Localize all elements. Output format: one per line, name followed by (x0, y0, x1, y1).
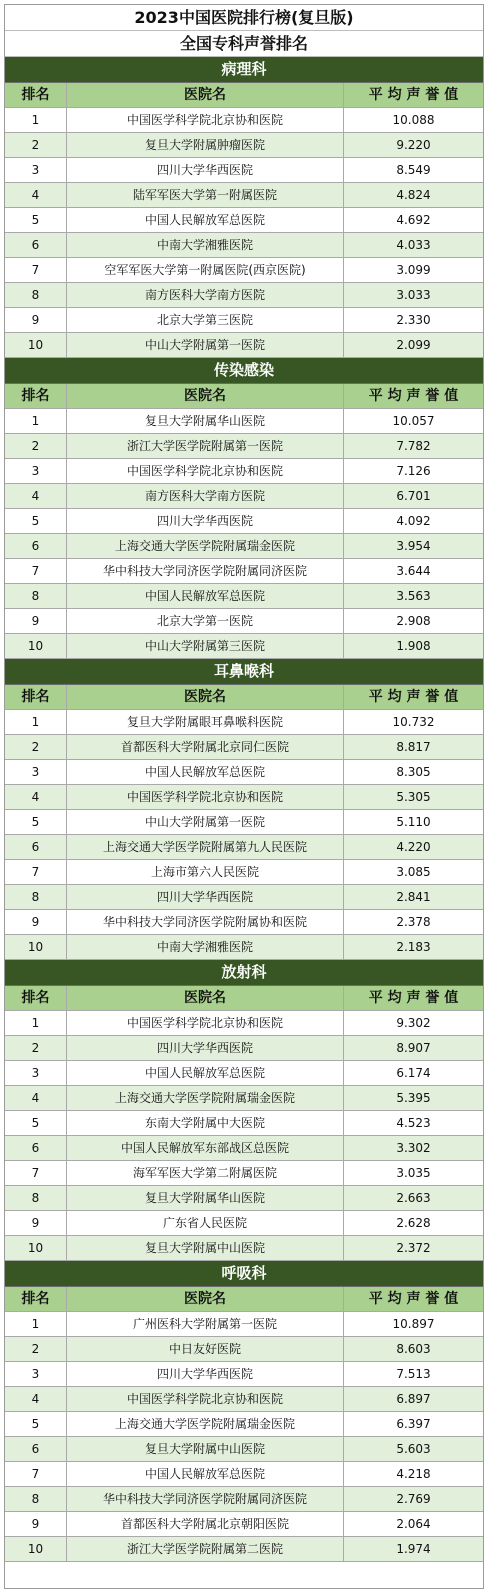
column-header-score: 平 均 声 誉 值 (368, 689, 459, 705)
column-header-score: 平 均 声 誉 值 (368, 990, 459, 1006)
main-title: 2023中国医院排行榜(复旦版) (5, 4, 483, 31)
score-cell: 3.302 (396, 1141, 431, 1155)
hospital-cell: 上海交通大学医学院附属瑞金医院 (67, 534, 344, 558)
score-cell: 2.372 (396, 1241, 431, 1255)
score-cell: 10.088 (392, 113, 435, 127)
score-cell: 4.092 (396, 514, 431, 528)
ranking-sheet (4, 4, 484, 1589)
table-row (5, 133, 483, 158)
column-header-rank: 排名 (5, 83, 67, 107)
score-cell: 3.099 (396, 263, 431, 277)
column-header-hospital: 医院名 (67, 384, 344, 408)
score-cell: 2.841 (396, 890, 431, 904)
section-title: 呼吸科 (5, 1261, 483, 1287)
table-row (5, 484, 483, 509)
hospital-cell: 中山大学附属第一医院 (67, 333, 344, 357)
rank-cell: 3 (5, 1061, 67, 1085)
rank-cell: 10 (5, 1236, 67, 1260)
table-row (5, 308, 483, 333)
hospital-cell: 中国医学科学院北京协和医院 (67, 1387, 344, 1411)
score-cell: 4.824 (396, 188, 431, 202)
hospital-cell: 中日友好医院 (67, 1337, 344, 1361)
hospital-cell: 华中科技大学同济医学院附属同济医院 (67, 1487, 344, 1511)
column-header-rank: 排名 (5, 384, 67, 408)
table-row (5, 1111, 483, 1136)
table-row (5, 183, 483, 208)
table-row (5, 1186, 483, 1211)
hospital-cell: 东南大学附属中大医院 (67, 1111, 344, 1135)
table-row (5, 785, 483, 810)
rank-cell: 1 (5, 1312, 67, 1336)
score-cell: 9.302 (396, 1016, 431, 1030)
hospital-cell: 中国人民解放军总医院 (67, 1061, 344, 1085)
rank-cell: 9 (5, 609, 67, 633)
table-row (5, 935, 483, 960)
table-row (5, 810, 483, 835)
column-header-row (5, 384, 483, 409)
table-row (5, 1462, 483, 1487)
table-row (5, 634, 483, 659)
score-cell: 5.603 (396, 1442, 431, 1456)
rank-cell: 4 (5, 1086, 67, 1110)
hospital-cell: 中国人民解放军总医院 (67, 208, 344, 232)
hospital-cell: 陆军军医大学第一附属医院 (67, 183, 344, 207)
column-header-score: 平 均 声 誉 值 (368, 87, 459, 103)
rank-cell: 7 (5, 860, 67, 884)
score-cell: 4.218 (396, 1467, 431, 1481)
hospital-cell: 浙江大学医学院附属第二医院 (67, 1537, 344, 1561)
table-row (5, 333, 483, 358)
rank-cell: 2 (5, 434, 67, 458)
score-cell: 2.769 (396, 1492, 431, 1506)
hospital-cell: 浙江大学医学院附属第一医院 (67, 434, 344, 458)
column-header-row (5, 1287, 483, 1312)
table-row (5, 1312, 483, 1337)
rank-cell: 8 (5, 1186, 67, 1210)
rank-cell: 10 (5, 333, 67, 357)
hospital-cell: 上海交通大学医学院附属瑞金医院 (67, 1086, 344, 1110)
table-row (5, 584, 483, 609)
hospital-cell: 复旦大学附属华山医院 (67, 409, 344, 433)
hospital-cell: 上海市第六人民医院 (67, 860, 344, 884)
column-header-hospital: 医院名 (67, 986, 344, 1010)
column-header-hospital: 医院名 (67, 685, 344, 709)
hospital-cell: 四川大学华西医院 (67, 509, 344, 533)
rank-cell: 9 (5, 1211, 67, 1235)
score-cell: 5.110 (396, 815, 431, 829)
table-row (5, 1136, 483, 1161)
section-title: 放射科 (5, 960, 483, 986)
score-cell: 2.099 (396, 338, 431, 352)
table-row (5, 1236, 483, 1261)
score-cell: 10.732 (392, 715, 435, 729)
table-row (5, 459, 483, 484)
table-row (5, 1011, 483, 1036)
score-cell: 4.220 (396, 840, 431, 854)
hospital-cell: 中国医学科学院北京协和医院 (67, 1011, 344, 1035)
rank-cell: 2 (5, 1036, 67, 1060)
rank-cell: 10 (5, 935, 67, 959)
table-row (5, 208, 483, 233)
table-row (5, 1412, 483, 1437)
table-row (5, 509, 483, 534)
table-row (5, 158, 483, 183)
table-row (5, 910, 483, 935)
score-cell: 8.603 (396, 1342, 431, 1356)
rank-cell: 3 (5, 459, 67, 483)
rank-cell: 2 (5, 133, 67, 157)
score-cell: 6.701 (396, 489, 431, 503)
hospital-cell: 四川大学华西医院 (67, 1036, 344, 1060)
rank-cell: 8 (5, 283, 67, 307)
score-cell: 2.628 (396, 1216, 431, 1230)
score-cell: 10.057 (392, 414, 435, 428)
column-header-score: 平 均 声 誉 值 (368, 1291, 459, 1307)
score-cell: 8.817 (396, 740, 431, 754)
hospital-cell: 南方医科大学南方医院 (67, 484, 344, 508)
hospital-cell: 中国医学科学院北京协和医院 (67, 459, 344, 483)
hospital-cell: 中国人民解放军总医院 (67, 1462, 344, 1486)
table-row (5, 108, 483, 133)
score-cell: 2.663 (396, 1191, 431, 1205)
table-row (5, 835, 483, 860)
table-row (5, 1337, 483, 1362)
table-row (5, 1487, 483, 1512)
table-row (5, 710, 483, 735)
rank-cell: 3 (5, 158, 67, 182)
rank-cell: 6 (5, 835, 67, 859)
table-row (5, 559, 483, 584)
column-header-score: 平 均 声 誉 值 (368, 388, 459, 404)
score-cell: 2.378 (396, 915, 431, 929)
score-cell: 3.644 (396, 564, 431, 578)
hospital-cell: 中国人民解放军东部战区总医院 (67, 1136, 344, 1160)
hospital-cell: 上海交通大学医学院附属瑞金医院 (67, 1412, 344, 1436)
hospital-cell: 复旦大学附属中山医院 (67, 1437, 344, 1461)
rank-cell: 4 (5, 1387, 67, 1411)
hospital-cell: 华中科技大学同济医学院附属协和医院 (67, 910, 344, 934)
score-cell: 2.330 (396, 313, 431, 327)
rank-cell: 6 (5, 534, 67, 558)
score-cell: 9.220 (396, 138, 431, 152)
rank-cell: 1 (5, 1011, 67, 1035)
table-row (5, 409, 483, 434)
table-row (5, 1512, 483, 1537)
score-cell: 2.064 (396, 1517, 431, 1531)
hospital-cell: 北京大学第一医院 (67, 609, 344, 633)
score-cell: 3.035 (396, 1166, 431, 1180)
hospital-cell: 中山大学附属第三医院 (67, 634, 344, 658)
score-cell: 10.897 (392, 1317, 435, 1331)
rank-cell: 7 (5, 1161, 67, 1185)
hospital-cell: 中国人民解放军总医院 (67, 584, 344, 608)
hospital-cell: 中国人民解放军总医院 (67, 760, 344, 784)
rank-cell: 8 (5, 885, 67, 909)
hospital-cell: 中南大学湘雅医院 (67, 233, 344, 257)
score-cell: 6.397 (396, 1417, 431, 1431)
table-row (5, 1387, 483, 1412)
hospital-cell: 上海交通大学医学院附属第九人民医院 (67, 835, 344, 859)
rank-cell: 5 (5, 1412, 67, 1436)
table-row (5, 860, 483, 885)
table-row (5, 609, 483, 634)
table-row (5, 1362, 483, 1387)
table-row (5, 885, 483, 910)
rank-cell: 4 (5, 183, 67, 207)
hospital-cell: 首都医科大学附属北京同仁医院 (67, 735, 344, 759)
hospital-cell: 复旦大学附属眼耳鼻喉科医院 (67, 710, 344, 734)
column-header-rank: 排名 (5, 685, 67, 709)
hospital-cell: 复旦大学附属中山医院 (67, 1236, 344, 1260)
rank-cell: 1 (5, 710, 67, 734)
hospital-cell: 海军军医大学第二附属医院 (67, 1161, 344, 1185)
rank-cell: 10 (5, 634, 67, 658)
column-header-row (5, 986, 483, 1011)
rank-cell: 5 (5, 208, 67, 232)
rank-cell: 1 (5, 108, 67, 132)
hospital-cell: 华中科技大学同济医学院附属同济医院 (67, 559, 344, 583)
table-row (5, 1537, 483, 1562)
hospital-cell: 复旦大学附属肿瘤医院 (67, 133, 344, 157)
score-cell: 8.907 (396, 1041, 431, 1055)
table-row (5, 233, 483, 258)
table-row (5, 534, 483, 559)
rank-cell: 10 (5, 1537, 67, 1561)
rank-cell: 5 (5, 509, 67, 533)
rank-cell: 1 (5, 409, 67, 433)
section-title: 病理科 (5, 57, 483, 83)
rank-cell: 8 (5, 584, 67, 608)
score-cell: 6.174 (396, 1066, 431, 1080)
table-row (5, 1437, 483, 1462)
score-cell: 7.513 (396, 1367, 431, 1381)
score-cell: 3.954 (396, 539, 431, 553)
table-row (5, 1061, 483, 1086)
column-header-row (5, 83, 483, 108)
hospital-cell: 四川大学华西医院 (67, 158, 344, 182)
score-cell: 6.897 (396, 1392, 431, 1406)
table-row (5, 1161, 483, 1186)
column-header-rank: 排名 (5, 986, 67, 1010)
hospital-cell: 首都医科大学附属北京朝阳医院 (67, 1512, 344, 1536)
table-row (5, 258, 483, 283)
hospital-cell: 复旦大学附属华山医院 (67, 1186, 344, 1210)
score-cell: 5.395 (396, 1091, 431, 1105)
rank-cell: 9 (5, 1512, 67, 1536)
hospital-cell: 广州医科大学附属第一医院 (67, 1312, 344, 1336)
rank-cell: 6 (5, 1437, 67, 1461)
table-row (5, 1036, 483, 1061)
table-row (5, 760, 483, 785)
rank-cell: 8 (5, 1487, 67, 1511)
hospital-cell: 中山大学附属第一医院 (67, 810, 344, 834)
column-header-rank: 排名 (5, 1287, 67, 1311)
score-cell: 4.523 (396, 1116, 431, 1130)
rank-cell: 3 (5, 1362, 67, 1386)
table-row (5, 735, 483, 760)
score-cell: 1.974 (396, 1542, 431, 1556)
score-cell: 4.033 (396, 238, 431, 252)
rank-cell: 3 (5, 760, 67, 784)
score-cell: 5.305 (396, 790, 431, 804)
score-cell: 1.908 (396, 639, 431, 653)
rank-cell: 5 (5, 1111, 67, 1135)
score-cell: 7.782 (396, 439, 431, 453)
score-cell: 8.549 (396, 163, 431, 177)
hospital-cell: 北京大学第三医院 (67, 308, 344, 332)
hospital-cell: 中国医学科学院北京协和医院 (67, 108, 344, 132)
rank-cell: 2 (5, 1337, 67, 1361)
rank-cell: 4 (5, 484, 67, 508)
rank-cell: 7 (5, 1462, 67, 1486)
rank-cell: 9 (5, 308, 67, 332)
section-title: 传染感染 (5, 358, 483, 384)
rank-cell: 2 (5, 735, 67, 759)
score-cell: 3.563 (396, 589, 431, 603)
rank-cell: 4 (5, 785, 67, 809)
sections-container (5, 57, 483, 1562)
rank-cell: 7 (5, 258, 67, 282)
table-row (5, 1086, 483, 1111)
hospital-cell: 四川大学华西医院 (67, 1362, 344, 1386)
score-cell: 7.126 (396, 464, 431, 478)
rank-cell: 6 (5, 1136, 67, 1160)
rank-cell: 7 (5, 559, 67, 583)
score-cell: 8.305 (396, 765, 431, 779)
sub-title: 全国专科声誉排名 (5, 31, 483, 57)
score-cell: 2.183 (396, 940, 431, 954)
score-cell: 4.692 (396, 213, 431, 227)
column-header-row (5, 685, 483, 710)
hospital-cell: 空军军医大学第一附属医院(西京医院) (67, 258, 344, 282)
score-cell: 3.033 (396, 288, 431, 302)
hospital-cell: 中国医学科学院北京协和医院 (67, 785, 344, 809)
hospital-cell: 南方医科大学南方医院 (67, 283, 344, 307)
hospital-cell: 广东省人民医院 (67, 1211, 344, 1235)
rank-cell: 9 (5, 910, 67, 934)
score-cell: 3.085 (396, 865, 431, 879)
table-row (5, 434, 483, 459)
bottom-empty-row (5, 1562, 483, 1589)
column-header-hospital: 医院名 (67, 1287, 344, 1311)
hospital-cell: 中南大学湘雅医院 (67, 935, 344, 959)
section-title: 耳鼻喉科 (5, 659, 483, 685)
rank-cell: 6 (5, 233, 67, 257)
table-row (5, 283, 483, 308)
column-header-hospital: 医院名 (67, 83, 344, 107)
hospital-cell: 四川大学华西医院 (67, 885, 344, 909)
score-cell: 2.908 (396, 614, 431, 628)
rank-cell: 5 (5, 810, 67, 834)
table-row (5, 1211, 483, 1236)
